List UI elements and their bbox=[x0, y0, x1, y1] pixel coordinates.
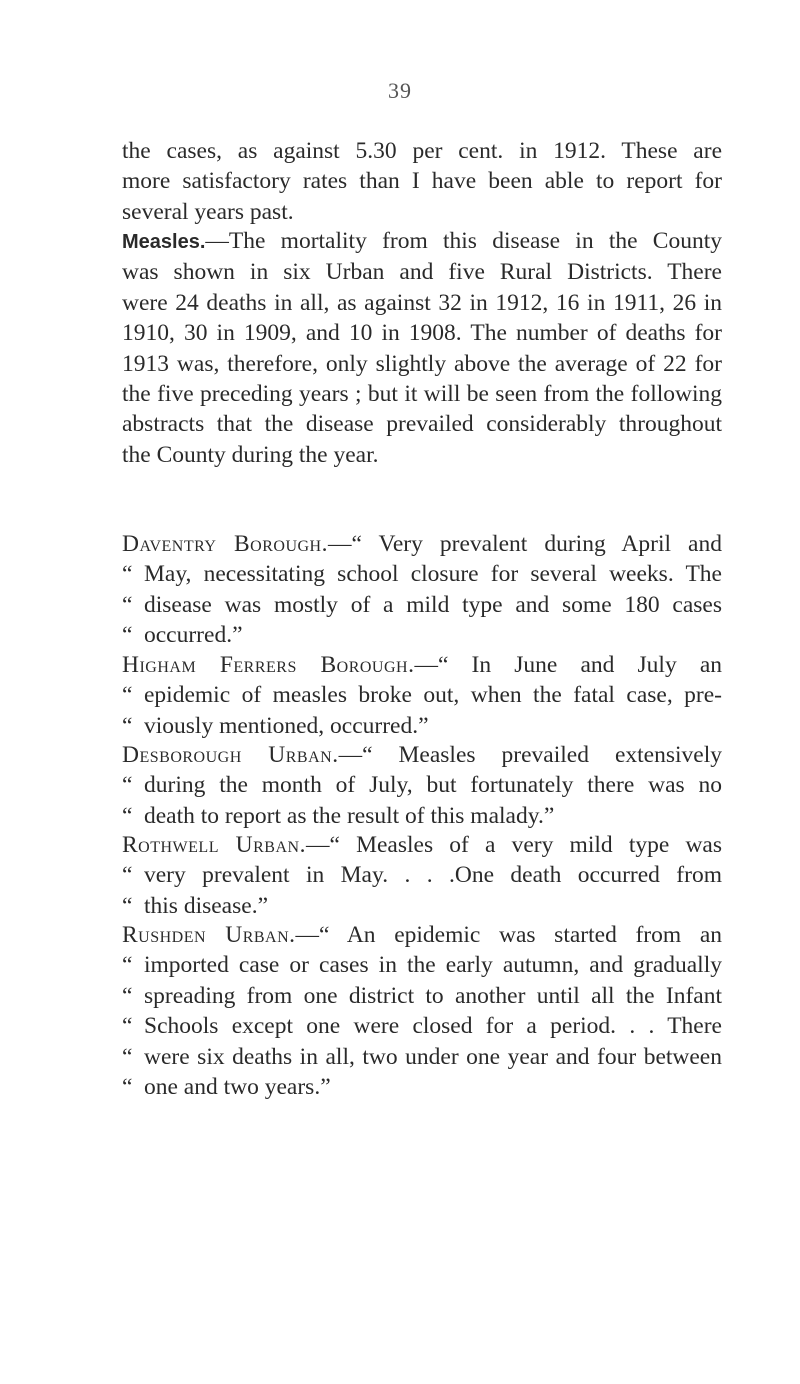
text-line bbox=[122, 711, 722, 741]
text-line: the County during the year. bbox=[122, 441, 379, 468]
paragraph-rothwell bbox=[122, 830, 722, 921]
heading-continuation: —“ An epidemic was started from an bbox=[295, 922, 722, 948]
section-heading-measles: Measles. bbox=[122, 231, 206, 253]
text-line bbox=[122, 920, 722, 950]
line-text: Schools except one were closed for a period. . . There bbox=[144, 1013, 722, 1040]
text-line bbox=[122, 1011, 722, 1041]
district-heading-daventry: Daventry Borough. bbox=[122, 531, 328, 557]
text-line: was shown in six Urban and five Rural Districts. There bbox=[122, 259, 722, 286]
line-text: disease was mostly of a mild type and some 180 cases bbox=[144, 591, 722, 618]
text-line bbox=[122, 680, 722, 710]
line-text: during the month of July, but fortunately there was no bbox=[144, 772, 722, 799]
line-text: death to report as the result of this malady.” bbox=[144, 802, 555, 829]
quote-mark: “ bbox=[122, 1074, 133, 1101]
quote-mark: “ bbox=[122, 772, 133, 799]
text-line bbox=[122, 830, 722, 860]
paragraph-daventry bbox=[122, 529, 722, 651]
quote-mark: “ bbox=[122, 561, 133, 588]
text-line bbox=[122, 1042, 722, 1072]
line-text: May, necessitating school closure for several weeks. The bbox=[144, 561, 722, 588]
line-text: this disease.” bbox=[144, 892, 268, 919]
text-line bbox=[122, 801, 722, 831]
quote-mark: “ bbox=[122, 892, 133, 919]
quote-mark: “ bbox=[122, 1043, 133, 1070]
district-heading-desborough: Desborough Urban. bbox=[122, 742, 339, 768]
heading-continuation: —“ Measles of a very mild type was bbox=[305, 832, 723, 858]
district-heading-higham: Higham Ferrers Borough. bbox=[122, 652, 415, 678]
text-line: 1913 was, therefore, only slightly above the average of 22 for bbox=[122, 350, 722, 377]
quote-mark: “ bbox=[122, 1013, 133, 1040]
text-line bbox=[122, 590, 722, 620]
line-text: very prevalent in May. . . .One death occurred from bbox=[144, 862, 722, 889]
quote-mark: “ bbox=[122, 862, 133, 889]
quote-mark: “ bbox=[122, 802, 133, 829]
text-line: 1910, 30 in 1909, and 10 in 1908. The number of deaths for bbox=[122, 320, 722, 347]
quote-mark: “ bbox=[122, 712, 133, 739]
text-line bbox=[122, 559, 722, 589]
quote-mark: “ bbox=[122, 952, 133, 979]
paragraph-intro bbox=[122, 136, 722, 227]
text-line bbox=[122, 860, 722, 890]
page-number: 39 bbox=[388, 78, 412, 103]
paragraph-desborough bbox=[122, 740, 722, 831]
paragraph-higham bbox=[122, 650, 722, 741]
district-heading-rushden: Rushden Urban. bbox=[122, 922, 296, 948]
paragraph-measles bbox=[122, 226, 722, 470]
line-text: viously mentioned, occurred.” bbox=[144, 712, 429, 739]
line-text: epidemic of measles broke out, when the fatal case, pre- bbox=[144, 682, 722, 709]
text-line bbox=[122, 950, 722, 980]
text-line bbox=[122, 529, 722, 559]
heading-continuation: —“ In June and July an bbox=[414, 652, 722, 678]
text-line bbox=[122, 981, 722, 1011]
text-line bbox=[122, 770, 722, 800]
text-line bbox=[122, 1072, 722, 1102]
quote-mark: “ bbox=[122, 682, 133, 709]
line-text: occurred.” bbox=[144, 622, 243, 649]
text-line bbox=[122, 740, 722, 770]
line-text: were six deaths in all, two under one year and four between bbox=[144, 1043, 722, 1070]
text-line: were 24 deaths in all, as against 32 in 1912, 16 in 1911, 26 in bbox=[122, 289, 722, 316]
text-line bbox=[122, 620, 722, 650]
quote-mark: “ bbox=[122, 982, 133, 1009]
line-text: imported case or cases in the early autumn, and gradually bbox=[144, 952, 722, 979]
paragraph-rushden bbox=[122, 920, 722, 1102]
text-line bbox=[122, 891, 722, 921]
text-line bbox=[122, 650, 722, 680]
text-line: more satisfactory rates than I have been able to report for bbox=[122, 168, 722, 195]
quote-mark: “ bbox=[122, 622, 133, 649]
text-line: abstracts that the disease prevailed considerably throughout bbox=[122, 411, 722, 438]
text-line: several years past. bbox=[122, 198, 294, 225]
heading-continuation: —The mortality from this disease in the County bbox=[205, 228, 722, 254]
text-line: the cases, as against 5.30 per cent. in 1912. These are bbox=[122, 138, 722, 164]
district-heading-rothwell: Rothwell Urban. bbox=[122, 832, 306, 858]
line-text: spreading from one district to another until all the Infant bbox=[144, 982, 722, 1009]
heading-continuation: —“ Measles prevailed extensively bbox=[338, 742, 722, 768]
heading-continuation: —“ Very prevalent during April and bbox=[327, 531, 722, 557]
text-line bbox=[122, 226, 722, 257]
line-text: one and two years.” bbox=[144, 1074, 331, 1101]
quote-mark: “ bbox=[122, 591, 133, 618]
text-line: the five preceding years ; but it will be seen from the following bbox=[122, 381, 722, 408]
